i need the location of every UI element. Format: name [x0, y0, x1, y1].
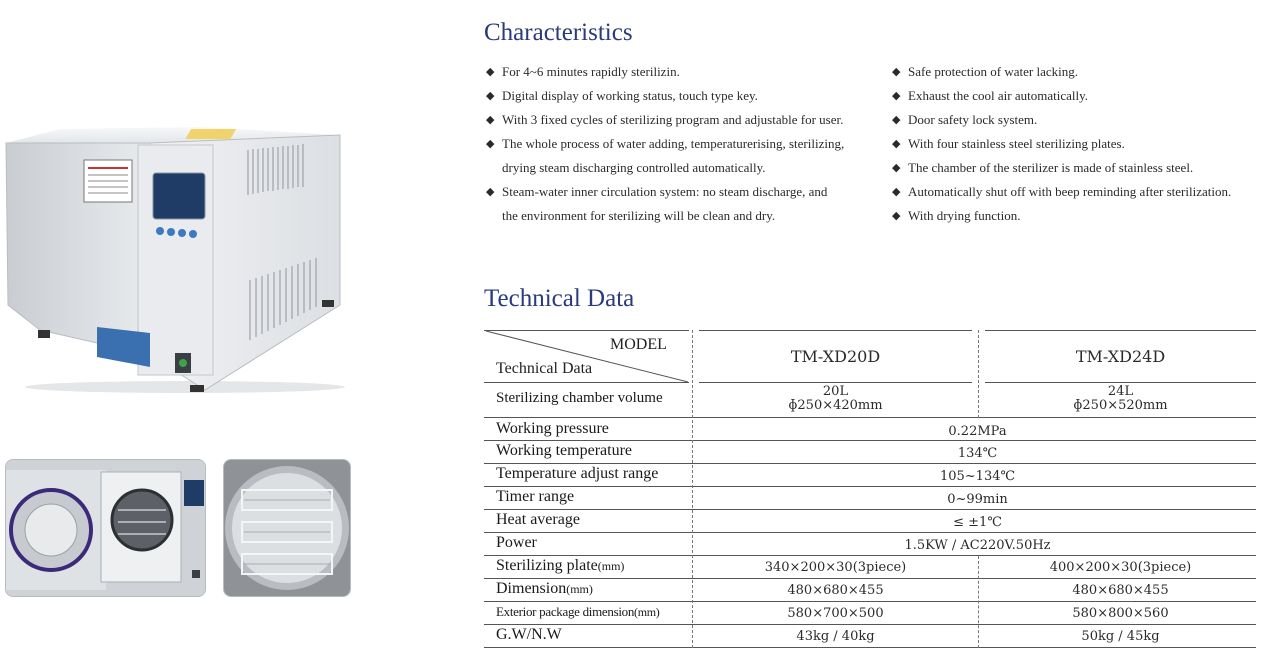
column-divider	[978, 556, 979, 648]
row-label-temperature-adjust-range: Temperature adjust range	[496, 465, 659, 482]
dimension-m1: 480×680×455	[787, 583, 884, 598]
bullet-icon: ◆	[892, 66, 901, 78]
row-label-dimension: Dimension(mm)	[496, 580, 593, 597]
row-label-timer-range: Timer range	[496, 488, 575, 505]
chamber-volume-m1: 20L ɸ250×420mm	[788, 384, 883, 413]
product-photo-trays	[223, 459, 351, 597]
weight-m1: 43kg / 40kg	[796, 629, 875, 644]
list-item: ◆ Door safety lock system.	[892, 108, 1267, 132]
header-model-label: MODEL	[610, 336, 667, 353]
sterilizing-plate-m2: 400×200×30(3piece)	[1049, 560, 1192, 575]
list-item: ◆ With drying function.	[892, 204, 1267, 228]
list-item: ◆ Exhaust the cool air automatically.	[892, 84, 1267, 108]
chamber-volume-m2: 24L ɸ250×520mm	[1073, 384, 1168, 413]
technical-data-heading: Technical Data	[484, 285, 635, 312]
list-item: ◆ The whole process of water adding, temperaturerising, sterilizing,	[486, 132, 881, 156]
bullet-icon: ◆	[892, 186, 901, 198]
bullet-icon: ◆	[892, 90, 901, 102]
bullet-icon: ◆	[486, 66, 495, 78]
characteristics-list-left	[486, 60, 881, 228]
row-label-working-pressure: Working pressure	[496, 420, 609, 437]
heat-average-value: ≤ ±1℃	[953, 515, 1002, 530]
power-value: 1.5KW / AC220V.50Hz	[904, 538, 1051, 553]
list-item: ◆ The chamber of the sterilizer is made of stainless steel.	[892, 156, 1267, 180]
dimension-m2: 480×680×455	[1072, 583, 1169, 598]
row-label-power: Power	[496, 534, 537, 551]
product-photo-main	[0, 105, 345, 395]
model-tm-xd20d: TM-XD20D	[790, 347, 881, 366]
bullet-icon: ◆	[486, 186, 495, 198]
package-dimension-m2: 580×800×560	[1072, 606, 1169, 621]
row-label-exterior-package: Exterior package dimension(mm)	[496, 604, 660, 619]
list-item-continuation: the environment for sterilizing will be clean and dry.	[502, 208, 776, 223]
package-dimension-m1: 580×700×500	[787, 606, 884, 621]
column-divider	[978, 330, 979, 418]
row-label-weight: G.W/N.W	[496, 626, 562, 643]
list-item: ◆ With 3 fixed cycles of sterilizing program and adjustable for user.	[486, 108, 881, 132]
bullet-icon: ◆	[486, 138, 495, 150]
row-label-chamber-volume: Sterilizing chamber volume	[496, 390, 663, 406]
timer-range-value: 0~99min	[947, 492, 1008, 507]
bullet-icon: ◆	[486, 90, 495, 102]
row-label-sterilizing-plate: Sterilizing plate(mm)	[496, 557, 625, 574]
temperature-adjust-value: 105~134℃	[939, 469, 1016, 484]
model-tm-xd24d: TM-XD24D	[1075, 347, 1166, 366]
bullet-icon: ◆	[486, 114, 495, 126]
weight-m2: 50kg / 45kg	[1081, 629, 1160, 644]
working-pressure-value: 0.22MPa	[948, 424, 1007, 439]
list-item: ◆ For 4~6 minutes rapidly sterilizin.	[486, 60, 881, 84]
list-item: ◆ Steam-water inner circulation system: no steam discharge, and	[486, 180, 881, 204]
bullet-icon: ◆	[892, 138, 901, 150]
sterilizing-plate-m1: 340×200×30(3piece)	[764, 560, 907, 575]
bullet-icon: ◆	[892, 162, 901, 174]
list-item: ◆ Automatically shut off with beep reminding after sterilization.	[892, 180, 1267, 204]
list-item: ◆ With four stainless steel sterilizing plates.	[892, 132, 1267, 156]
list-item: ◆ Safe protection of water lacking.	[892, 60, 1267, 84]
list-item: ◆ Digital display of working status, touch type key.	[486, 84, 881, 108]
characteristics-heading: Characteristics	[484, 19, 633, 46]
column-divider	[692, 330, 693, 648]
header-technical-label: Technical Data	[496, 360, 593, 377]
row-label-working-temperature: Working temperature	[496, 442, 632, 459]
product-photo-door-open	[5, 459, 206, 597]
characteristics-list-right	[892, 60, 1267, 228]
bullet-icon: ◆	[892, 210, 901, 222]
working-temperature-value: 134℃	[957, 446, 998, 461]
list-item-continuation: drying steam discharging controlled automatically.	[502, 160, 766, 175]
row-label-heat-average: Heat average	[496, 511, 580, 528]
bullet-icon: ◆	[892, 114, 901, 126]
